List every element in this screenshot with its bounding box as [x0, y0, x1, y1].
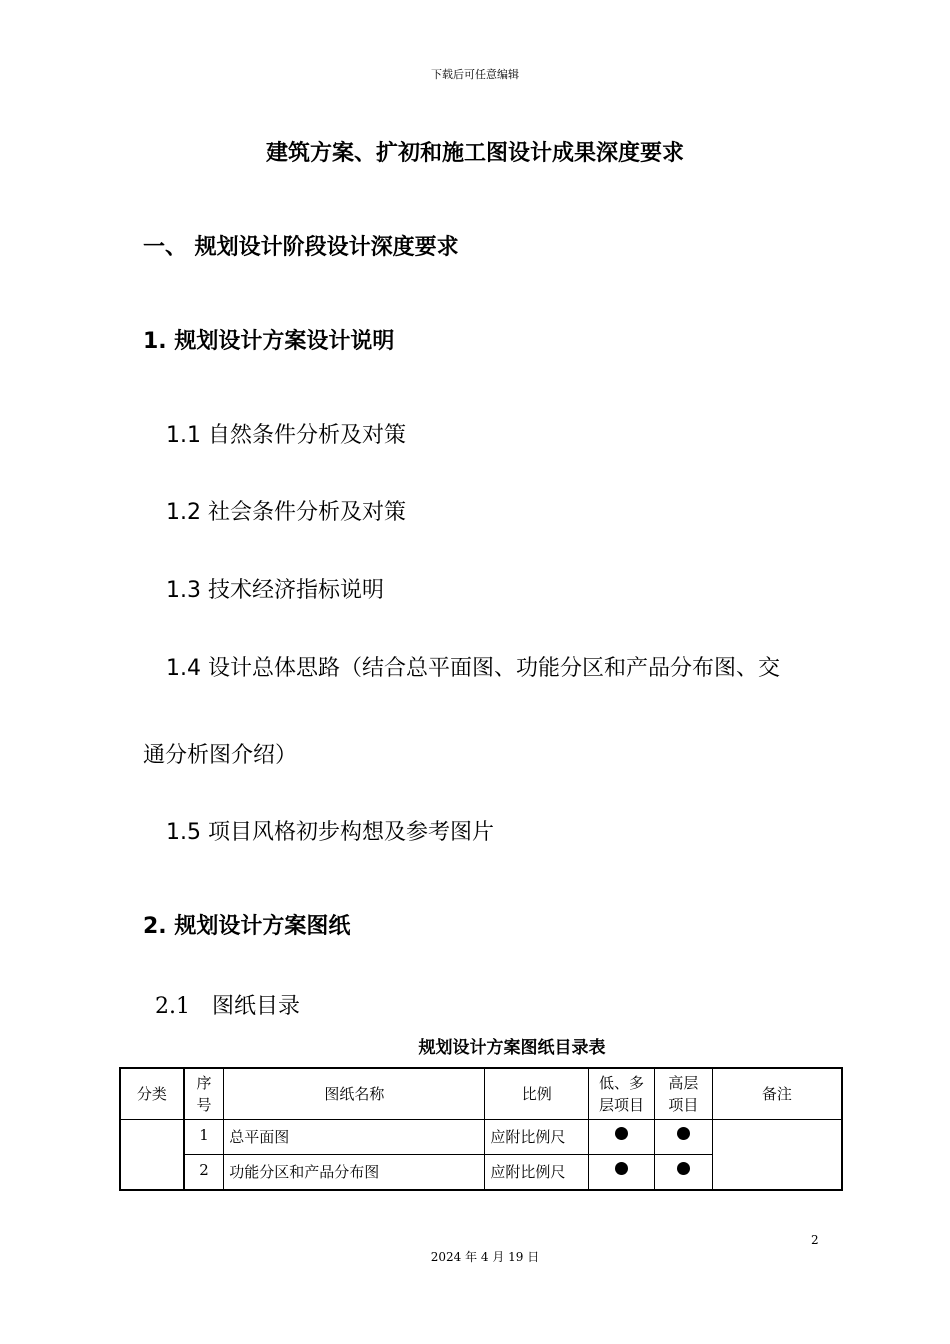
header-number — [184, 1068, 224, 1120]
header-number-line2: 号 — [196, 1096, 212, 1114]
table-caption: 规划设计方案图纸目录表 — [418, 1038, 606, 1058]
category-cell — [120, 1120, 184, 1191]
row-high-rise-mark — [654, 1120, 712, 1155]
subsection-heading-1: 1. 规划设计方案设计说明 — [143, 329, 395, 354]
section-heading-1: 一、 规划设计阶段设计深度要求 — [143, 235, 459, 260]
row-high-rise-mark — [654, 1155, 712, 1191]
row-low-rise-mark — [589, 1120, 655, 1155]
remark-cell — [712, 1120, 842, 1191]
table-row — [120, 1120, 842, 1155]
row-scale: 应附比例尺 — [485, 1120, 589, 1155]
header-remark: 备注 — [712, 1068, 842, 1120]
filled-dot-icon — [615, 1162, 628, 1175]
footer-date: 2024 年 4 月 19 日 — [430, 1250, 540, 1264]
item-1-5: 1.5 项目风格初步构想及参考图片 — [166, 820, 494, 845]
header-scale: 比例 — [485, 1068, 589, 1120]
item-1-1: 1.1 自然条件分析及对策 — [166, 423, 406, 448]
drawing-directory-table — [119, 1067, 843, 1191]
table-header-row — [120, 1068, 842, 1120]
header-high-line2: 项目 — [668, 1096, 699, 1114]
row-name: 总平面图 — [224, 1120, 485, 1155]
row-number: 1 — [184, 1120, 224, 1155]
header-number-line1: 序 — [196, 1074, 212, 1092]
filled-dot-icon — [677, 1127, 690, 1140]
filled-dot-icon — [615, 1127, 628, 1140]
header-name: 图纸名称 — [224, 1068, 485, 1120]
item-1-3: 1.3 技术经济指标说明 — [166, 578, 384, 603]
row-number: 2 — [184, 1155, 224, 1191]
item-1-4-continued: 通分析图介绍） — [143, 743, 298, 768]
page-header-note: 下载后可任意编辑 — [431, 68, 519, 81]
row-low-rise-mark — [589, 1155, 655, 1191]
header-low-line1: 低、多 — [599, 1074, 645, 1092]
header-low-line2: 层项目 — [599, 1096, 645, 1114]
subsection-heading-2-1: 2.1 图纸目录 — [155, 994, 300, 1019]
header-low-rise — [589, 1068, 655, 1120]
item-1-2: 1.2 社会条件分析及对策 — [166, 500, 406, 525]
filled-dot-icon — [677, 1162, 690, 1175]
header-high-line1: 高层 — [668, 1074, 699, 1092]
header-high-rise — [654, 1068, 712, 1120]
page-number: 2 — [811, 1233, 819, 1247]
row-scale: 应附比例尺 — [485, 1155, 589, 1191]
document-title: 建筑方案、扩初和施工图设计成果深度要求 — [265, 141, 684, 166]
item-1-4: 1.4 设计总体思路（结合总平面图、功能分区和产品分布图、交 — [166, 656, 780, 681]
row-name: 功能分区和产品分布图 — [224, 1155, 485, 1191]
subsection-heading-2: 2. 规划设计方案图纸 — [143, 914, 351, 939]
header-category: 分类 — [120, 1068, 184, 1120]
